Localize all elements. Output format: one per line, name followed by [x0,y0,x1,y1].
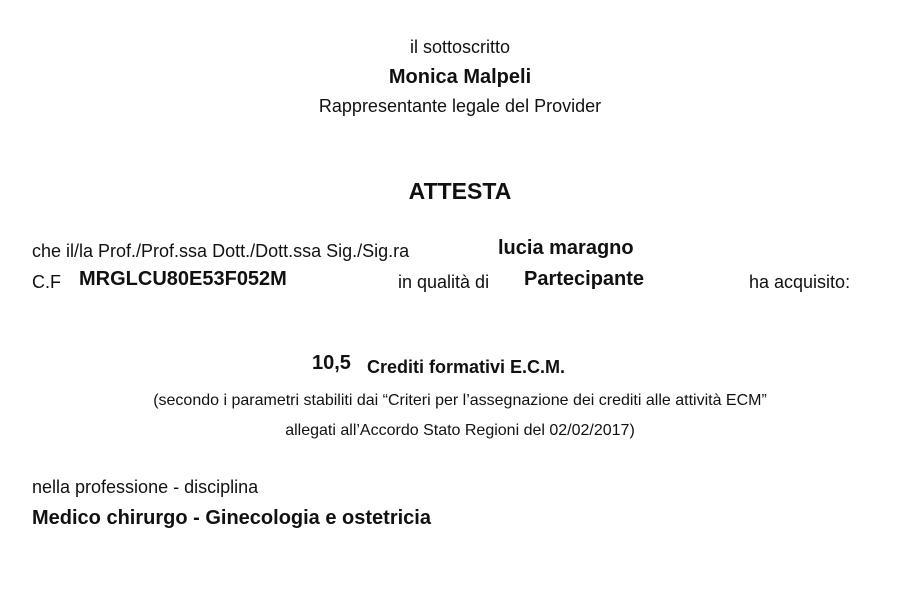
signer-role: Rappresentante legale del Provider [318,96,602,116]
role-label: in qualità di [398,272,490,292]
cf-value: MRGLCU80E53F052M [79,268,287,290]
participant-name: lucia maragno [498,237,634,259]
signer-name: Monica Malpeli [388,66,532,88]
acquired-label: ha acquisito: [749,272,851,292]
attesta-heading: ATTESTA [408,178,512,204]
credits-value: 10,5 [312,352,351,374]
participant-title-prefix: che il/la Prof./Prof.ssa Dott./Dott.ssa Sig./Sig.ra [32,241,410,261]
cf-label: C.F [32,272,61,292]
credits-note-line1: (secondo i parametri stabiliti dai “Criteri per l’assegnazione dei crediti alle attività ECM” [153,392,767,409]
profession-value: Medico chirurgo - Ginecologia e ostetricia [32,507,431,529]
credits-label: Crediti formativi E.C.M. [367,357,566,377]
profession-label: nella professione - disciplina [32,477,259,497]
intro-text: il sottoscritto [409,37,511,57]
role-value: Partecipante [524,268,645,290]
credits-note-line2: allegati all’Accordo Stato Regioni del 02/02/2017) [285,422,635,439]
